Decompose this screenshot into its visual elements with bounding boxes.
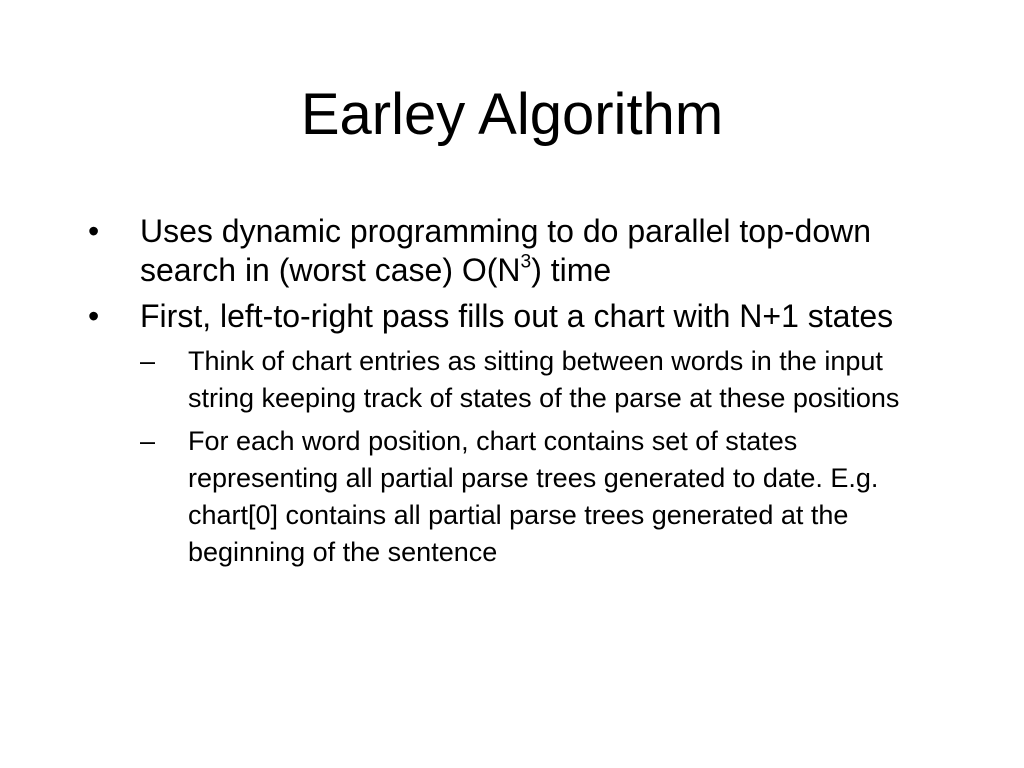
sub-bullet-text: Think of chart entries as sitting between words in the input string keeping track of states of the parse at these positions — [188, 346, 900, 413]
bullet-item — [88, 297, 948, 336]
superscript-exponent: 3 — [520, 251, 532, 273]
bullet-text-main: Uses dynamic programming to do parallel top-down search in (worst case) O(N — [140, 213, 872, 288]
sub-bullet-item — [140, 423, 948, 571]
sub-bullet-marker: – — [140, 346, 156, 376]
bullet-text: First, left-to-right pass fills out a chart with N+1 states — [140, 298, 894, 334]
sub-bullet-item — [140, 343, 948, 417]
bullet-marker: • — [88, 298, 100, 334]
bullet-marker: • — [88, 213, 100, 249]
slide-title: Earley Algorithm — [300, 82, 724, 147]
sub-bullet-marker: – — [140, 426, 156, 456]
bullet-item — [88, 212, 948, 290]
bullet-text — [140, 213, 871, 288]
sub-bullet-text: For each word position, chart contains set of states representing all partial parse trees generated to date. E.g. chart[0] contains all partial parse trees generated at the beginning of the sentence — [188, 426, 879, 567]
bullet-text-tail: ) time — [531, 252, 612, 288]
slide-body — [88, 212, 948, 577]
